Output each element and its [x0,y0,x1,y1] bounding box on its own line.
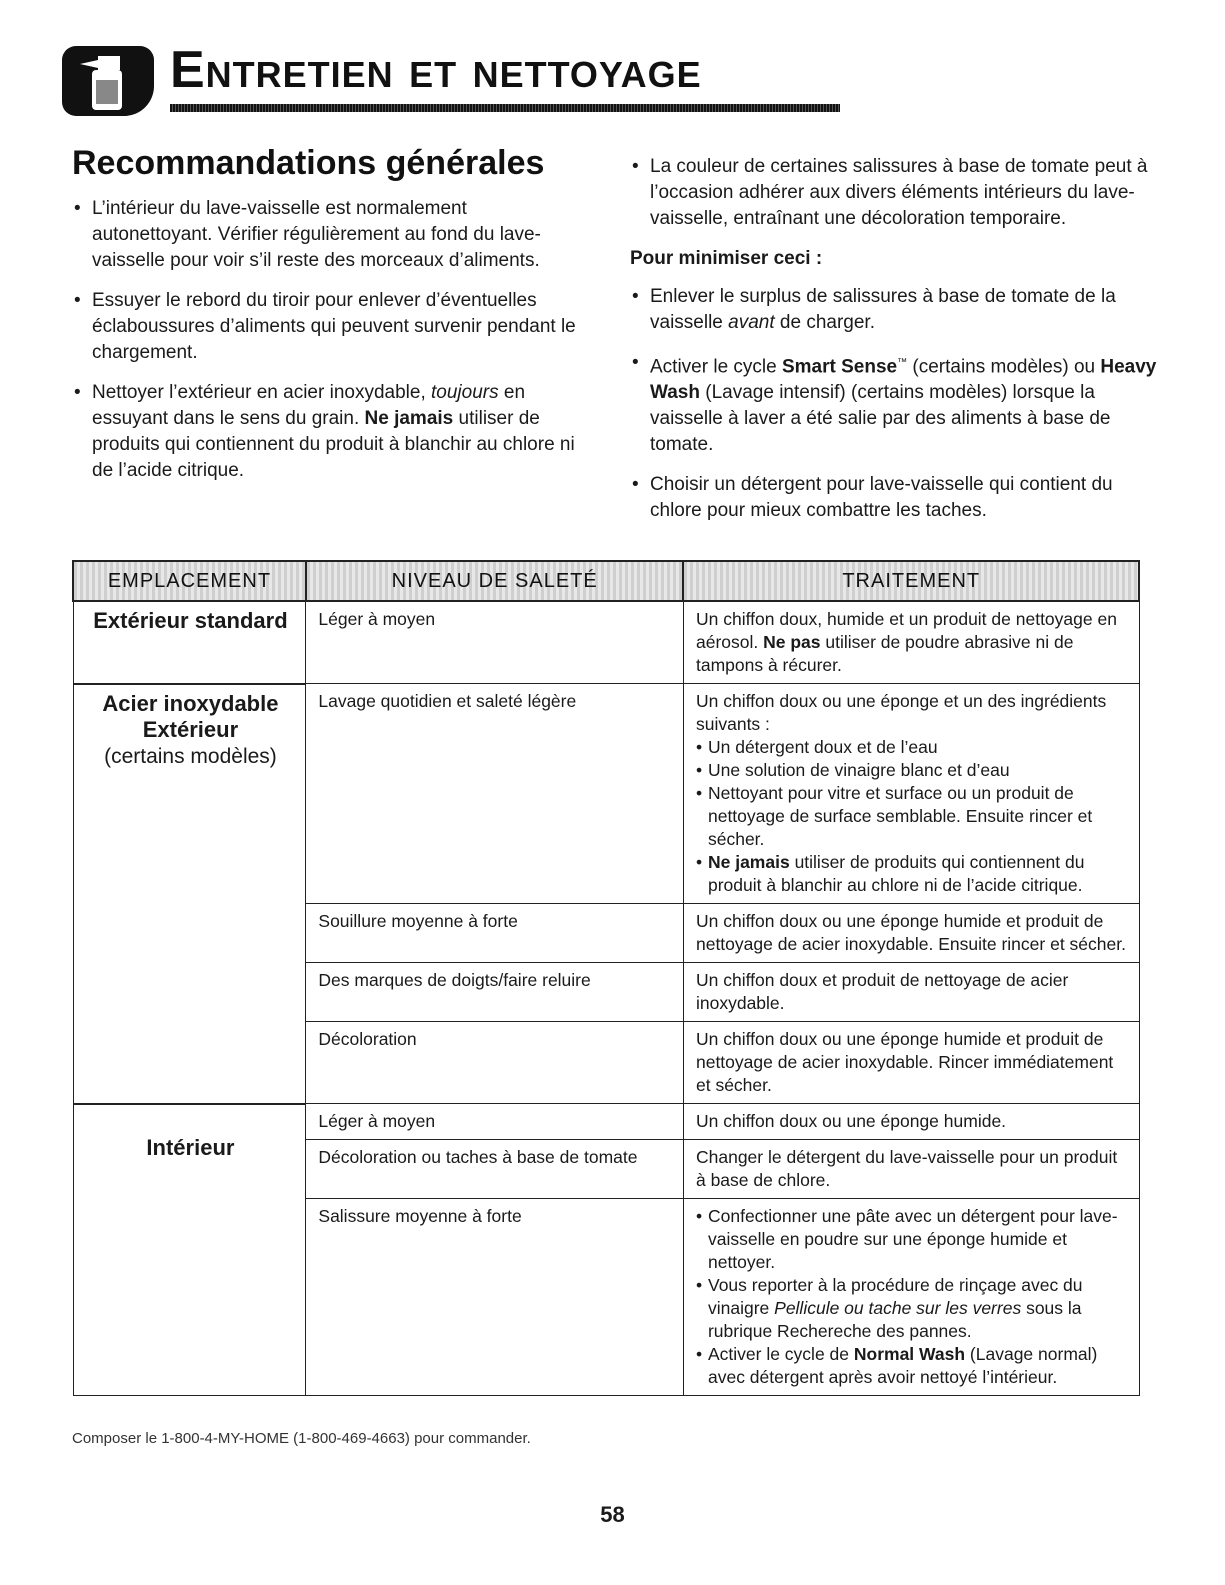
list-item: • Un détergent doux et de l’eau [696,736,1129,759]
page-number: 58 [600,1502,625,1527]
list-item: • Vous reporter à la procédure de rinçage avec du vinaigre Pellicule ou tache sur les verres sous la rubrique Rechereche des pannes. [696,1274,1129,1343]
treatment-cell: Un chiffon doux, humide et un produit de nettoyage en aérosol. Ne pas utiliser de poudre abrasive ni de tampons à récurer. [683,601,1139,684]
header-location: EMPLACEMENT [73,561,306,601]
list-item: • Ne jamais utiliser de produits qui contiennent du produit à blanchir au chlore ni de l’acide citrique. [696,851,1129,897]
list-item: • Enlever le surplus de salissures à base de tomate de la vaisselle avant de charger. [630,284,1160,336]
spray-bottle-icon [62,46,154,116]
list-item: • Confectionner une pâte avec un détergent pour lave-vaisselle en poudre sur une éponge humide et nettoyer. [696,1205,1129,1274]
list-item: • La couleur de certaines salissures à base de tomate peut à l’occasion adhérer aux divers éléments intérieurs du lave-vaisselle, entraînant une décoloration temporaire. [630,154,1160,232]
list-item: • Choisir un détergent pour lave-vaisselle qui contient du chlore pour mieux combattre les taches. [630,472,1160,524]
list-item: • L’intérieur du lave-vaisselle est normalement autonettoyant. Vérifier régulièrement au fond du lave-vaisselle pour voir s’il reste des morceaux d’aliments. [72,196,592,274]
treatment-cell: Un chiffon doux ou une éponge humide et produit de nettoyage de acier inoxydable. Rincer immédiatement et sécher. [683,1022,1139,1104]
treatment-cell: Un chiffon doux ou une éponge humide. [683,1104,1139,1140]
location-cell: Extérieur standard [73,601,306,684]
section-heading: Recommandations générales [72,144,545,182]
page-title: Entretien et nettoyage [170,41,702,99]
minimize-heading: Pour minimiser ceci : [630,248,823,269]
right-column [630,154,1160,538]
order-footer: Composer le 1-800-4-MY-HOME (1-800-469-4663) pour commander. [72,1430,531,1447]
level-cell: Décoloration ou taches à base de tomate [306,1140,684,1199]
cleaning-table [72,560,1140,1396]
list-item: • Activer le cycle Smart Sense™ (certains modèles) ou Heavy Wash (Lavage intensif) (certains modèles) lorsque la vaisselle à laver a été salie par des aliments à base de tomate. [630,350,1160,458]
level-cell: Léger à moyen [306,1104,684,1140]
treatment-cell: Un chiffon doux ou une éponge et un des ingrédients suivants : • Un détergent doux et de l’eau • Une solution de vinaigre blanc et d’eau • Nettoyant pour vitre et surface ou un produit de nettoyage de surface semblable. Ensuite rincer et sécher. • Ne jamais utiliser de produits qui contiennent du produit à blanchir au chlore ni de l’acide citrique. [683,684,1139,904]
list-item: • Une solution de vinaigre blanc et d’eau [696,759,1129,782]
table-row [73,684,1139,904]
tomato-list [630,154,1160,232]
title-underline [170,104,840,112]
table-row [73,1104,1139,1140]
treatment-cell: Changer le détergent du lave-vaisselle pour un produit à base de chlore. [683,1140,1139,1199]
table-header-row [73,561,1139,601]
table-row [73,601,1139,684]
level-cell: Décoloration [306,1022,684,1104]
location-cell: Acier inoxydable Extérieur (certains modèles) [73,684,306,1104]
level-cell: Lavage quotidien et saleté légère [306,684,684,904]
level-cell: Salissure moyenne à forte [306,1199,684,1396]
level-cell: Léger à moyen [306,601,684,684]
list-item: • Activer le cycle de Normal Wash (Lavage normal) avec détergent après avoir nettoyé l’intérieur. [696,1343,1129,1389]
list-item: • Nettoyer l’extérieur en acier inoxydable, toujours en essuyant dans le sens du grain. Ne jamais utiliser de produits qui contiennent du produit à blanchir au chlore ni de l’acide citrique. [72,380,592,484]
treatment-cell [683,1199,1139,1396]
left-column [72,144,592,498]
list-item: • Essuyer le rebord du tiroir pour enlever d’éventuelles éclaboussures d’aliments qui peuvent survenir pendant le chargement. [72,288,592,366]
level-cell: Des marques de doigts/faire reluire [306,963,684,1022]
list-item: • Nettoyant pour vitre et surface ou un produit de nettoyage de surface semblable. Ensuite rincer et sécher. [696,782,1129,851]
level-cell: Souillure moyenne à forte [306,904,684,963]
treatment-cell: Un chiffon doux ou une éponge humide et produit de nettoyage de acier inoxydable. Ensuite rincer et sécher. [683,904,1139,963]
minimize-list [630,284,1160,524]
general-list [72,196,592,484]
header-level: NIVEAU DE SALETÉ [306,561,684,601]
treatment-cell: Un chiffon doux et produit de nettoyage de acier inoxydable. [683,963,1139,1022]
header-treatment: TRAITEMENT [683,561,1139,601]
location-cell: Intérieur [73,1104,306,1396]
page-header [62,38,842,116]
